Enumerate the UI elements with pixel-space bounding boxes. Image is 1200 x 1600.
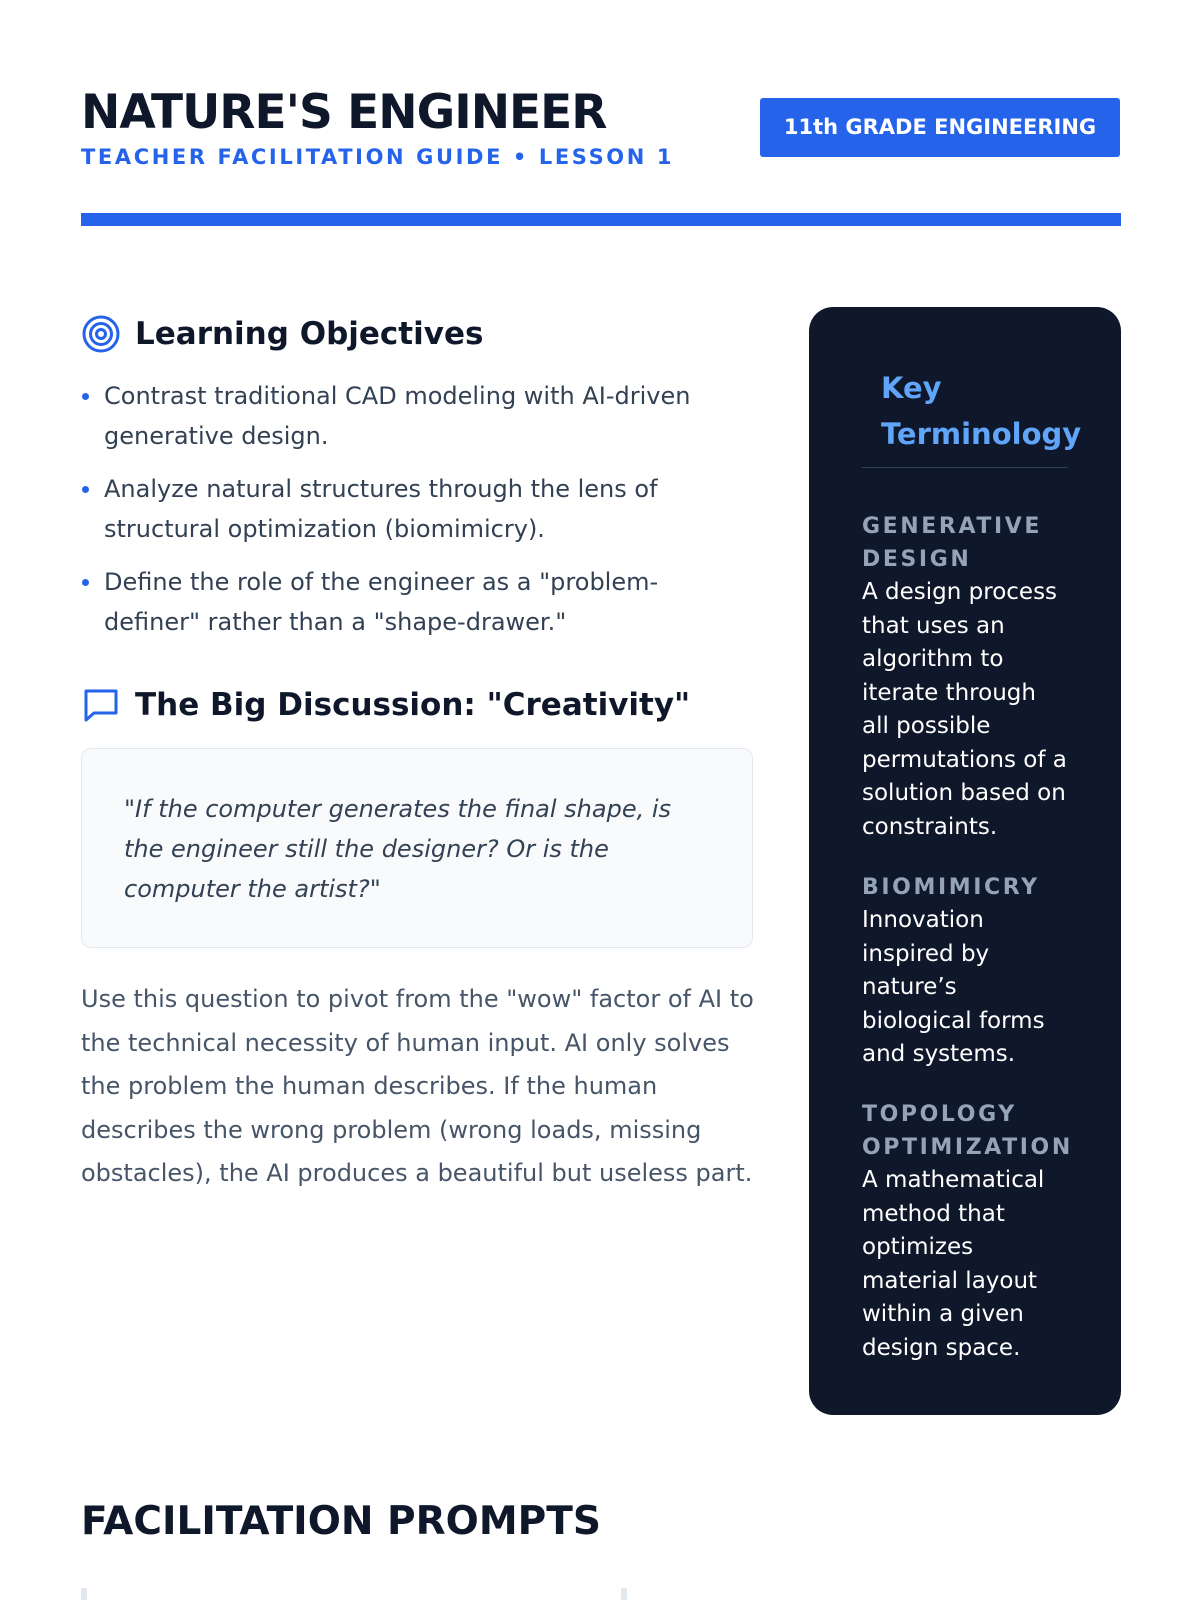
term-definition: A design process that uses an algorithm to iterate through all possible permutations of a solution based on constraints. — [862, 579, 1067, 840]
discussion-body: Use this question to pivot from the "wow" factor of AI to the technical necessity of human input. AI only solves the problem the human describes. If the human describes the wrong problem (wrong loads, missing obstacles), the AI produces a beautiful but useless part. — [81, 985, 754, 1187]
page-title: NATURE'S ENGINEER — [81, 85, 607, 140]
key-terminology-card — [809, 307, 1121, 1415]
objective-item: Define the role of the engineer as a "problem-definer" rather than a "shape-drawer." — [81, 562, 741, 642]
term-name: GENERATIVE DESIGN — [862, 514, 1043, 572]
term-entry — [862, 1098, 1073, 1365]
discussion-heading-row — [81, 682, 690, 728]
prompt-card-edge — [621, 1588, 627, 1600]
terminology-divider — [862, 467, 1068, 468]
prompt-card-edge — [81, 1588, 87, 1600]
term-definition: A mathematical method that optimizes material layout within a given design space. — [862, 1167, 1045, 1361]
target-icon — [81, 314, 121, 354]
term-entry — [862, 871, 1068, 1072]
term-name: BIOMIMICRY — [862, 875, 1040, 900]
objectives-list — [81, 376, 741, 655]
discussion-quote-box — [81, 748, 753, 948]
discussion-heading: The Big Discussion: "Creativity" — [135, 687, 691, 723]
discussion-quote: "If the computer generates the final shape, is the engineer still the designer? Or is the computer the artist?" — [124, 795, 672, 903]
term-entry — [862, 510, 1068, 844]
term-name: TOPOLOGY OPTIMIZATION — [862, 1102, 1073, 1160]
chat-bubble-icon — [81, 685, 121, 725]
term-definition: Innovation inspired by nature’s biological forms and systems. — [862, 907, 1045, 1067]
objectives-heading: Learning Objectives — [135, 316, 484, 352]
objective-item: Contrast traditional CAD modeling with AI-driven generative design. — [81, 376, 741, 456]
objective-item: Analyze natural structures through the lens of structural optimization (biomimicry). — [81, 469, 741, 549]
grade-badge: 11th GRADE ENGINEERING — [760, 98, 1120, 157]
terminology-heading: Key Terminology — [881, 371, 1082, 451]
objectives-heading-row — [81, 311, 483, 357]
page-subtitle: TEACHER FACILITATION GUIDE • LESSON 1 — [81, 145, 675, 169]
facilitation-prompts-heading: FACILITATION PROMPTS — [81, 1499, 601, 1544]
header-divider — [81, 213, 1121, 226]
